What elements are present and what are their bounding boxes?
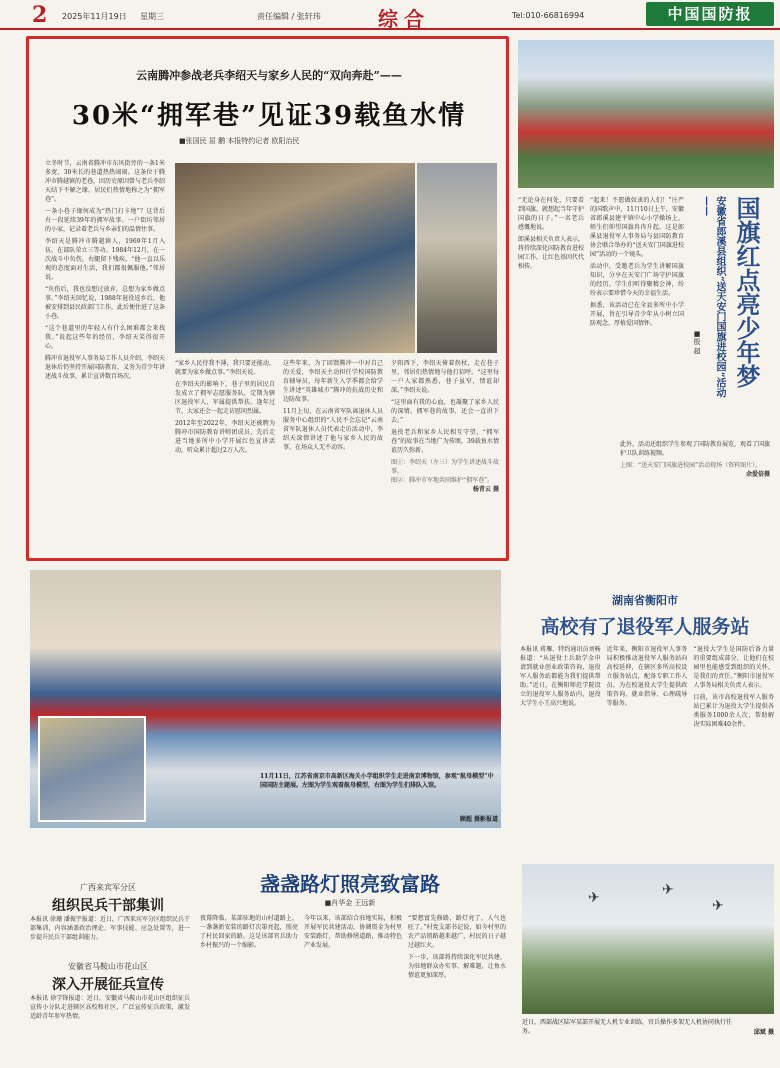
tel: Tel:010-66816994 — [512, 11, 585, 20]
lead-story — [26, 36, 509, 561]
right-feature-headline: 国旗红点亮少年梦 — [732, 196, 761, 388]
lead-paragraph: 11月上旬，在云南省军队离退休人员服务中心组织的“人民不会忘记”云南省军队退休人员代表走访活动中，李绍天深情讲述了他与家乡人民的故事，在场众人无不动容。 — [283, 408, 383, 451]
bottom-photo-drones — [522, 864, 774, 1014]
right-feature-col3 — [620, 440, 770, 520]
feature-paragraph: 此外，活动还组织学生参观了国防教育展览，观看了国旗护卫队训练视频。 — [620, 441, 770, 457]
lead-paragraph: “负伤后，我也没想过放弃，总想为家乡做点事。”李绍天回忆说，1988年退役返乡后，他被安排到县民政部门工作，此后便住进了这条小巷。 — [45, 286, 165, 320]
brief2-headline: 深入开展征兵宣传 — [52, 977, 164, 993]
feature-paragraph: 活动中，受邀老兵为学生讲解国旗知识，分享在天安门广场守护国旗的经历。学生们听得聚精会神，纷纷表示要珍惜今天的幸福生活。 — [590, 263, 684, 297]
story2-paragraph: 目前，该市高校退役军人服务站已累计为退役大学生提供各类服务1000余人次，帮助解决实际困难40余件。 — [693, 694, 774, 728]
feature-credit: 余爱倍摄 — [745, 471, 770, 478]
middle-photo-inset — [38, 716, 146, 822]
lead-paragraph: 腾冲市退役军人事务局工作人员介绍，李绍天退休后仍坚持开展国防教育，义务为青少年讲述战斗故事，累计宣讲数百场次。 — [45, 355, 165, 380]
story2-paragraph: “退役大学生是国防后备力量的重要组成部分，让他们在校园里也能感受到组织的关怀，是我们的责任。”衡阳市退役军人事务局相关负责人表示。 — [693, 646, 774, 689]
section-title: 综合 — [378, 7, 430, 31]
drone-icon: ✈ — [662, 882, 674, 898]
page-header — [0, 0, 780, 30]
right-story2-headline: 高校有了退役军人服务站 — [540, 616, 750, 638]
story2-paragraph: 本报讯 蒋雁、特约通讯员刘畅报道：“从退役士兵助学金申请到就业创业政策咨询，退役军人服务站都能为我们提供帮助。”近日，在衡阳师范学院设立的退役军人服务站内，退役大学生小王高兴地说。 — [520, 646, 601, 707]
lead-headline: 30米“拥军巷”见证39载鱼水情 — [71, 101, 467, 131]
editor: 责任编辑 / 张轩玮 — [257, 12, 321, 21]
lead-kicker: 云南腾冲参战老兵李绍天与家乡人民的“双向奔赴”—— — [136, 69, 402, 82]
bottom-body — [200, 914, 506, 1054]
lead-col2 — [175, 359, 275, 549]
right-photo-ceremony — [518, 40, 774, 188]
brief1-headline: 组织民兵干部集训 — [52, 898, 164, 914]
right-story2-region: 湖南省衡阳市 — [612, 594, 678, 607]
bottom-paragraph: “要想富先修路，路灯亮了，人气也旺了。”村党支部书记说，如今村里的农产品销路越来越广，村民的日子越过越红火。 — [408, 915, 506, 949]
middle-photo-block — [28, 568, 503, 830]
lead-caption: 图①：李绍天（左三）为学生讲述战斗故事。 图②：腾冲市军地共同维护“拥军巷”。 — [391, 459, 499, 484]
middle-credit: 顾超 摄影报道 — [459, 816, 498, 823]
issue-date: 2025年11月19日 — [62, 12, 127, 21]
masthead-logo — [646, 2, 774, 26]
middle-caption: 11月11日，江苏省南京市高新区海关小学组织学生走进南京博物馆，参观“航母模型”中国国防主题展。左图为学生观看航母模型，右图为学生们排队入馆。 — [260, 773, 494, 789]
bottom-paragraph: 下一步，该部将持续深化军民共建，为驻地群众办实事、解难题，让鱼水情谊更加深厚。 — [408, 954, 506, 979]
story2-paragraph: 近年来，衡阳市退役军人事务局积极推动退役军人服务站向高校延伸，在辖区多所高校设立服务站点，配备专职工作人员，为在校退役大学生提供政策咨询、就业指导、心理疏导等服务。 — [606, 646, 688, 707]
feature-paragraph: “起来！不愿做奴隶的人们！”庄严的国歌声中，11月10日上午，安徽省郎溪县建平镇中心小学操场上，师生们仰望国旗冉冉升起。这是郎溪县退役军人事务局与县国防教育协会联合举办的“送天安门国旗进校园”活动的一个镜头。 — [590, 197, 684, 258]
right-feature-byline: ■殷 超 — [693, 330, 701, 355]
lead-paragraph: 这些年来，为了回馈腾冲一中对自己的关爱，李绍天主动担任学校国防教育辅导员，每年新生入学季都会给学生讲述“英雄城市”腾冲的抗战历史和边防故事。 — [283, 360, 383, 403]
brief2-region: 安徽省马鞍山市花山区 — [68, 962, 148, 971]
lead-paragraph: “家乡人民待我不薄，我只要还能动，就要为家乡做点事。”李绍天说。 — [175, 360, 275, 376]
bottom-caption: 近日，西部战区陆军某部开展无人机专业训练，官兵操作多架无人机协同执行任务。 — [522, 1019, 733, 1035]
lead-photo-classroom — [175, 163, 415, 353]
lead-paragraph: 立冬时节，云南省腾冲市东风街旁的一条1米多宽、30米长的巷道热热闹闹。这条位于腾冲市腾越镇的老巷，因历史原因曾与老兵李绍天结下不解之缘，居民们热情地称之为“拥军巷”。 — [45, 160, 165, 203]
page-number: 2 — [32, 2, 48, 28]
bottom-paragraph: 今年以来，该部结合驻地实际，积极开展军民共建活动，协调资金为村里安装路灯，帮助修缮道路，推动特色产业发展。 — [304, 915, 402, 949]
lead-paragraph: 一条小巷子缘何成为“热门打卡地”？这背后有一段延续39年的拥军故事。一户街坊邻居的小家，记录着老兵与乡亲们的温情往事。 — [45, 208, 165, 233]
lead-byline: ■张国民 屈 鹏 本报特约记者 欧阳治民 — [179, 137, 300, 145]
brief2-text: 本报讯 徐学锋报道：近日，安徽省马鞍山市花山区组织征兵宣传小分队走进辖区高校和社区，广泛宣传征兵政策，激发适龄青年参军热情。 — [30, 995, 190, 1020]
bottom-paragraph: 夜幕降临，某部驻地的山村道路上，一盏盏新安装的路灯次第亮起，照亮了村民回家的路。这是该部官兵助力乡村振兴的一个缩影。 — [200, 915, 298, 949]
lead-col1 — [45, 159, 165, 529]
lead-col4 — [391, 359, 499, 549]
right-feature-col2 — [518, 196, 584, 496]
lead-paragraph: 退役老兵和家乡人民相互守望，“拥军巷”的故事在当地广为传颂，39载鱼水情谊历久弥新。 — [391, 429, 499, 454]
lead-col3 — [283, 359, 383, 549]
issue-weekday: 星期三 — [140, 12, 164, 21]
right-feature-region: 安徽省郎溪县组织“送天安门国旗进校园”活动—— — [701, 196, 725, 398]
lead-paragraph: 在李绍天的影响下，巷子里的居民自发成立了拥军志愿服务队，定期为辖区退役军人、军属提供帮扶。逢年过节，大家还会一起走访慰问烈属。 — [175, 381, 275, 415]
brief1-text: 本报讯 徐珊 潘振宇报道：近日，广西来宾军分区组织民兵干部集训，内容涵盖政治理论、军事技能、应急处置等，进一步提升民兵干部组训能力。 — [30, 916, 190, 941]
brief1-region: 广西来宾军分区 — [80, 883, 136, 892]
feature-paragraph: 郎溪县相关负责人表示，将持续深化国防教育进校园工作，让红色基因代代相传。 — [518, 236, 584, 270]
feature-paragraph: 据悉，该活动已在全县多所中小学开展，旨在引导青少年从小树立国防观念，厚植爱国情怀。 — [590, 302, 684, 327]
drone-icon: ✈ — [588, 890, 600, 906]
masthead-text: 中国国防报 — [667, 5, 753, 23]
lead-paragraph: “这里面有我的心血，也凝聚了家乡人民的深情。拥军巷的故事，还会一直讲下去。” — [391, 399, 499, 424]
feature-caption: 上图：“送天安门国旗进校园”活动现场（资料图片）。 — [620, 462, 762, 469]
bottom-credit: 邱斌 摄 — [753, 1029, 774, 1036]
lead-paragraph: 李绍天是腾冲市腾越镇人，1969年1月入伍，在部队荣立三等功。1984年12月，在一次战斗中负伤，右腿留下残疾。“他一直以乐观的态度面对生活，我们都很佩服他。”邻居说。 — [45, 238, 165, 281]
lead-paragraph: “这个巷道里的年轻人有什么困难都会来找我。”说起这些年的经历，李绍天笑得很开心。 — [45, 325, 165, 350]
right-story2-body — [520, 645, 774, 855]
lead-paragraph: 2012年至2022年，李绍天还被聘为腾冲市国防教育讲师团成员，先后走进当地多所中小学开展红色宣讲活动，听众累计超过2万人次。 — [175, 420, 275, 454]
feature-paragraph: “无论身在何处，只要看到国旗，就想起当年守护国旗的日子。”一名老兵感慨地说。 — [518, 197, 584, 231]
bottom-headline: 盏盏路灯照亮致富路 — [260, 872, 440, 896]
lead-credit: 杨青云 摄 — [472, 486, 499, 493]
lead-photo-alley — [417, 163, 497, 353]
lead-paragraph: 夕阳西下，李绍天倚着拐杖，走在巷子里，邻居们热情地与他打招呼。“这里每一户人家都熟悉，巷子虽窄，情谊却深。”李绍天说。 — [391, 360, 499, 394]
drone-icon: ✈ — [712, 898, 724, 914]
bottom-byline: ■肖华金 王远新 — [324, 899, 376, 907]
